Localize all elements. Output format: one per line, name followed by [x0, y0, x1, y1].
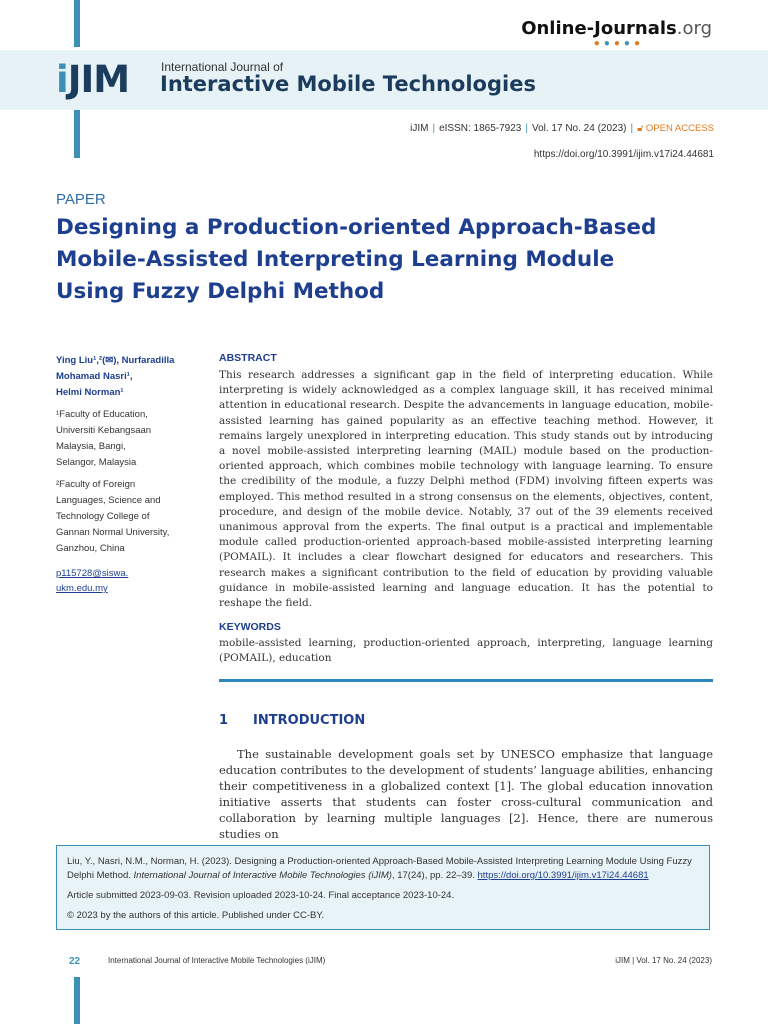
author-list: [56, 353, 206, 401]
section-title: INTRODUCTION: [253, 713, 366, 728]
meta-eissn: eISSN: 1865-7923: [439, 123, 522, 134]
citation-doi-link[interactable]: https://doi.org/10.3991/ijim.v17i24.44681: [477, 870, 649, 881]
logo-dot: ●: [593, 38, 604, 49]
logo-dot: ●: [633, 38, 644, 49]
logo-dot: ●: [623, 38, 634, 49]
journal-intl-label: International Journal of: [161, 60, 284, 74]
journal-meta-line: [410, 123, 714, 134]
site-logo-main: Online-Journals: [521, 18, 677, 39]
top-accent-bar: [74, 0, 80, 47]
ijim-logo-i: i: [56, 58, 68, 101]
section-number: 1: [219, 713, 229, 728]
section-heading-introduction: [219, 713, 365, 728]
bottom-accent-bar: [74, 977, 80, 1024]
online-journals-logo[interactable]: [521, 18, 712, 39]
logo-dot: ●: [613, 38, 624, 49]
paper-type-label: PAPER: [56, 191, 106, 208]
keywords-heading: KEYWORDS: [219, 621, 281, 633]
citation-journal: International Journal of Interactive Mobile Technologies (iJIM): [133, 870, 392, 881]
footer-volume-info: iJIM | Vol. 17 No. 24 (2023): [615, 956, 712, 965]
affiliation-line: Ganzhou, China: [56, 543, 125, 554]
affiliation-line: Gannan Normal University,: [56, 527, 170, 538]
ijim-logo: [56, 58, 129, 101]
citation-box: [56, 845, 710, 930]
abstract-heading: ABSTRACT: [219, 352, 277, 364]
affiliation-line: Technology College of: [56, 511, 150, 522]
title-line: Mobile-Assisted Interpreting Learning Module: [56, 247, 615, 272]
site-logo-tld: .org: [676, 18, 712, 39]
citation-text: [67, 855, 699, 883]
title-line: Using Fuzzy Delphi Method: [56, 279, 385, 304]
page-number: 22: [69, 956, 81, 967]
meta-volume: Vol. 17 No. 24 (2023): [531, 123, 627, 134]
meta-separator: |: [630, 123, 634, 134]
affiliation-line: Universiti Kebangsaan: [56, 425, 152, 436]
title-line: Designing a Production-oriented Approach-Based: [56, 215, 657, 240]
footer-journal-name: International Journal of Interactive Mobile Technologies (iJIM): [108, 956, 326, 965]
email-line: p115728@siswa.: [56, 568, 129, 579]
affiliation-2: [56, 477, 206, 557]
header-accent-bar: [74, 110, 80, 158]
meta-abbrev: iJIM: [410, 123, 429, 134]
article-history: Article submitted 2023-09-03. Revision uploaded 2023-10-24. Final acceptance 2023-10-24.: [67, 890, 455, 901]
paper-title: [56, 212, 716, 308]
affiliation-line: Languages, Science and: [56, 495, 161, 506]
open-access-label: OPEN ACCESS: [645, 123, 714, 134]
journal-name: Interactive Mobile Technologies: [160, 72, 536, 96]
citation-volume: , 17(24), pp. 22–39.: [391, 870, 478, 881]
meta-separator: |: [432, 123, 436, 134]
author-line: Ying Liu¹,²(✉), Nurfaradilla: [56, 355, 175, 366]
author-line: Mohamad Nasri¹,: [56, 371, 133, 382]
affiliation-line: ²Faculty of Foreign: [56, 479, 136, 490]
email-line: ukm.edu.my: [56, 583, 108, 594]
affiliation-line: Malaysia, Bangi,: [56, 441, 126, 452]
introduction-text: The sustainable development goals set by UNESCO emphasize that language education contributes to the development of students’ language abilities, enhancing their competitiveness in a globalized context [1]. The global education innovation initiative asserts that students can foster cross-cultural communication and collaboration by learning multiple languages [2]. Hence, there are numerous studies on: [219, 747, 713, 841]
abstract-text: This research addresses a significant gap in the field of interpreting education. While interpreting is widely acknowledged as a complex language skill, it has received minimal attention in educational research. Despite the advancements in language education, mobile-assisted learning has gained popularity as an effective teaching method. However, it remains largely unexplored in interpreting education. This study stands out by introducing a novel mobile-assisted interpreting learning (MAIL) module based on the production-oriented approach, which combines mobile technology with language learning. To ensure the credibility of the module, a fuzzy Delphi method (FDM) involving fifteen experts was employed. This method resulted in a strong consensus on the elements, objectives, content, procedure, and design of the mobile device. Notably, 37 out of the 39 elements received unanimous approval from the experts. The final output is a practical and implementable module called production-oriented approach-based mobile-assisted interpreting learning (POMAIL). It includes a clear flowchart designed for educators and researchers. This research makes a significant contribution to the field of education by providing valuable guidance in mobile-assisted learning and language education. It has the potential to reshape the field.: [219, 369, 713, 610]
affiliation-line: ¹Faculty of Education,: [56, 409, 148, 420]
logo-dots: [594, 38, 644, 49]
doi-link[interactable]: https://doi.org/10.3991/ijim.v17i24.44681: [533, 149, 714, 160]
footer-abbrev: iJIM: [615, 956, 630, 965]
keywords-text: mobile-assisted learning, production-oriented approach, interpreting, language learning (POMAIL), education: [219, 637, 713, 665]
meta-separator: |: [525, 123, 528, 134]
ijim-logo-rest: JIM: [67, 58, 130, 101]
affiliation-1: [56, 407, 206, 471]
logo-dot: ●: [603, 38, 614, 49]
citation-authors: Liu, Y., Nasri, N.M., Norman, H. (2023). Designing a Production-oriented Approach-Based Mobile-Assisted Interpreting Learning Module Using Fuzzy Delphi Method.: [67, 856, 692, 881]
open-access-icon: 🔓︎: [637, 123, 646, 134]
author-email-link[interactable]: [56, 566, 206, 596]
author-line: Helmi Norman¹: [56, 387, 124, 398]
section-divider: [219, 679, 713, 682]
license-text: © 2023 by the authors of this article. Published under CC-BY.: [67, 910, 325, 921]
affiliation-line: Selangor, Malaysia: [56, 457, 137, 468]
footer-volume: Vol. 17 No. 24 (2023): [636, 956, 712, 965]
